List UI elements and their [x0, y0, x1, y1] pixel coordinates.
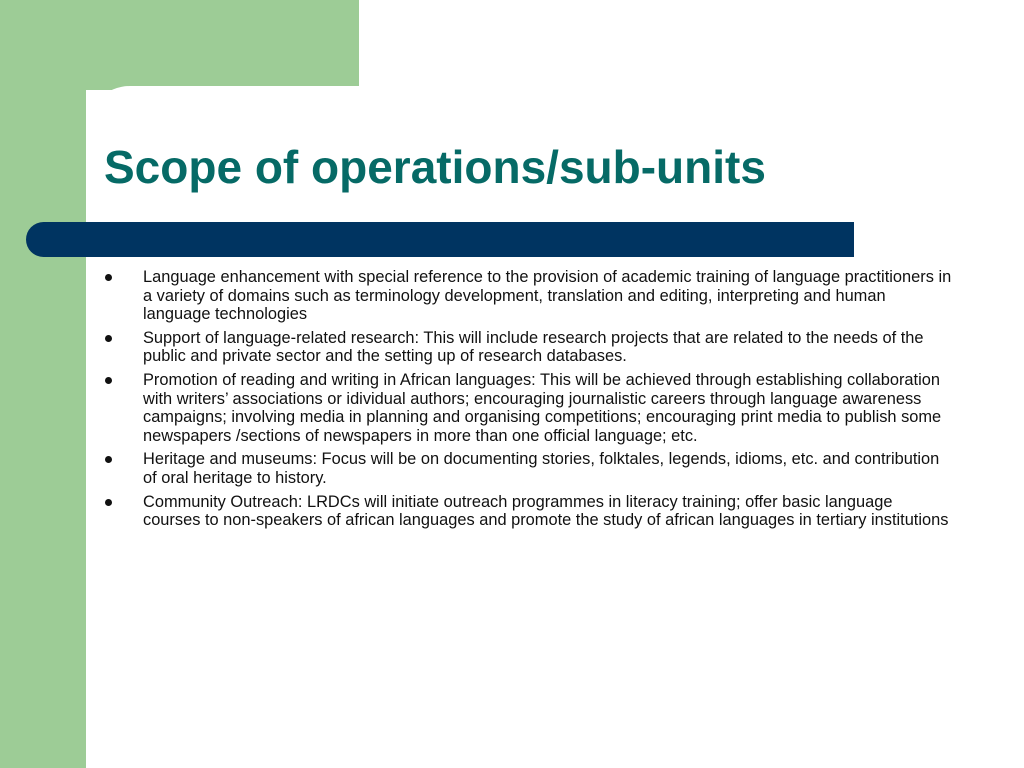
slide-title: Scope of operations/sub-units [104, 141, 766, 193]
bullet-item-reading-writing [103, 371, 953, 445]
bullet-list [103, 268, 953, 535]
bullet-item-heritage-museums [103, 450, 953, 487]
bullet-text: Support of language-related research: This will include research projects that are related to the needs of the public and private sector and the setting up of research databases. [143, 328, 924, 366]
bullet-icon [105, 335, 112, 342]
bullet-icon [105, 499, 112, 506]
bullet-text: Language enhancement with special reference to the provision of academic training of language practitioners in a variety of domains such as terminology development, translation and editing, interpreting and human language technologies [143, 268, 952, 324]
bullet-icon [105, 274, 112, 281]
bullet-item-research-support [103, 329, 953, 366]
bullet-icon [105, 377, 112, 384]
bullet-text: Promotion of reading and writing in African languages: This will be achieved through establishing collaboration with writers’ associations or idividual authors; encouraging journalistic careers through language awareness campaigns; involving media in planning and organising competitions; encouraging print media to publish some newspapers /sections of newspapers in more than one official language; etc. [143, 370, 942, 445]
green-background-left [0, 0, 86, 768]
bullet-item-community-outreach [103, 493, 953, 530]
title-underline-bar [26, 222, 854, 257]
bullet-icon [105, 456, 112, 463]
bullet-text: Heritage and museums: Focus will be on documenting stories, folktales, legends, idioms, etc. and contribution of oral heritage to history. [143, 450, 940, 487]
bullet-text: Community Outreach: LRDCs will initiate outreach programmes in literacy training; offer basic language courses to non-speakers of african languages and promote the study of african languages in tertiary institutions [143, 492, 949, 530]
bullet-item-language-enhancement [103, 268, 953, 324]
